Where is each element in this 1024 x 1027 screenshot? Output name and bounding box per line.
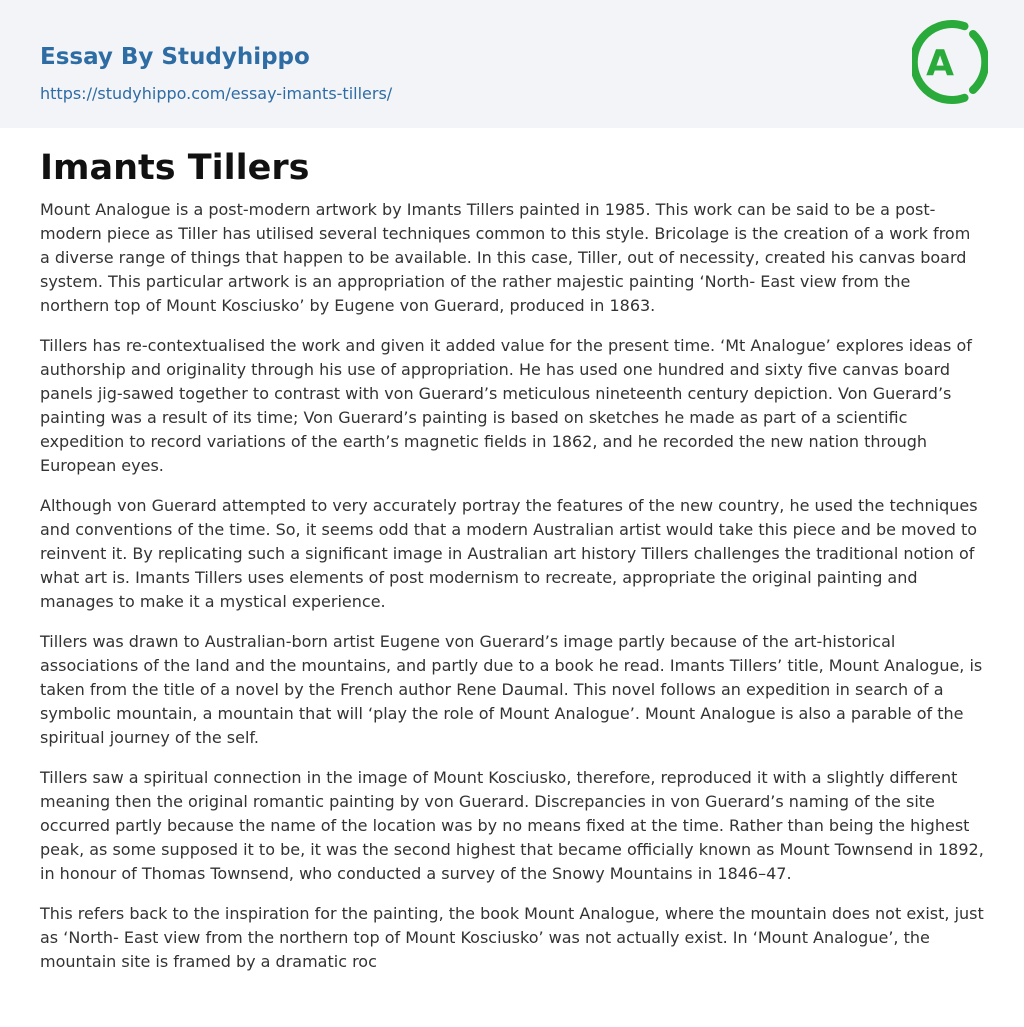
essay-paragraph: Tillers has re-contextualised the work and given it added value for the present time. ‘Mt Analogue’ explores ideas of authorship and originality through his use of appropriation. He has used one hundred and sixty five canvas board panels jig-sawed together to contrast with von Guerard’s meticulous nineteenth century depiction. Von Guerard’s painting was a result of its time; Von Guerard’s painting is based on sketches he made as part of a scientific expedition to record variations of the earth’s magnetic fields in 1862, and he recorded the new nation through European eyes. [40, 336, 972, 475]
essay-paragraph: Tillers saw a spiritual connection in the image of Mount Kosciusko, therefore, reproduced it with a slightly different meaning then the original romantic painting by von Guerard. Discrepancies in von Guerard’s naming of the site occurred partly because the name of the location was by no means fixed at the time. Rather than being the highest peak, as some supposed it to be, it was the second highest that became officially known as Mount Townsend in 1892, in honour of Thomas Townsend, who conducted a survey of the Snowy Mountains in 1846–47. [40, 768, 984, 883]
essay-content [40, 146, 984, 990]
essay-title: Imants Tillers [40, 148, 310, 188]
essay-paragraph: Mount Analogue is a post-modern artwork by Imants Tillers painted in 1985. This work can be said to be a post-modern piece as Tiller has utilised several techniques common to this style. Bricolage is the creation of a work from a diverse range of things that happen to be available. In this case, Tiller, out of necessity, created his canvas board system. This particular artwork is an appropriation of the rather majestic painting ‘North- East view from the northern top of Mount Kosciusko’ by Eugene von Guerard, produced in 1863. [40, 200, 971, 315]
circle-a-logo-icon[interactable] [912, 18, 988, 106]
site-header [0, 0, 1024, 128]
essay-url-link[interactable]: https://studyhippo.com/essay-imants-tillers/ [40, 84, 393, 103]
essay-paragraph: This refers back to the inspiration for the painting, the book Mount Analogue, where the mountain does not exist, just as ‘North- East view from the northern top of Mount Kosciusko’ was not actually exist. In ‘Mount Analogue’, the mountain site is framed by a dramatic roc [40, 904, 984, 971]
logo-letter: A [926, 43, 954, 84]
essay-paragraph: Tillers was drawn to Australian-born artist Eugene von Guerard’s image partly because of the art-historical associations of the land and the mountains, and partly due to a book he read. Imants Tillers’ title, Mount Analogue, is taken from the title of a novel by the French author Rene Daumal. This novel follows an expedition in search of a symbolic mountain, a mountain that will ‘play the role of Mount Analogue’. Mount Analogue is also a parable of the spiritual journey of the self. [40, 632, 983, 747]
site-brand[interactable]: Essay By Studyhippo [40, 44, 310, 70]
essay-paragraph: Although von Guerard attempted to very accurately portray the features of the new country, he used the techniques and conventions of the time. So, it seems odd that a modern Australian artist would take this piece and be moved to reinvent it. By replicating such a significant image in Australian art history Tillers challenges the traditional notion of what art is. Imants Tillers uses elements of post modernism to recreate, appropriate the original painting and manages to make it a mystical experience. [40, 496, 978, 611]
